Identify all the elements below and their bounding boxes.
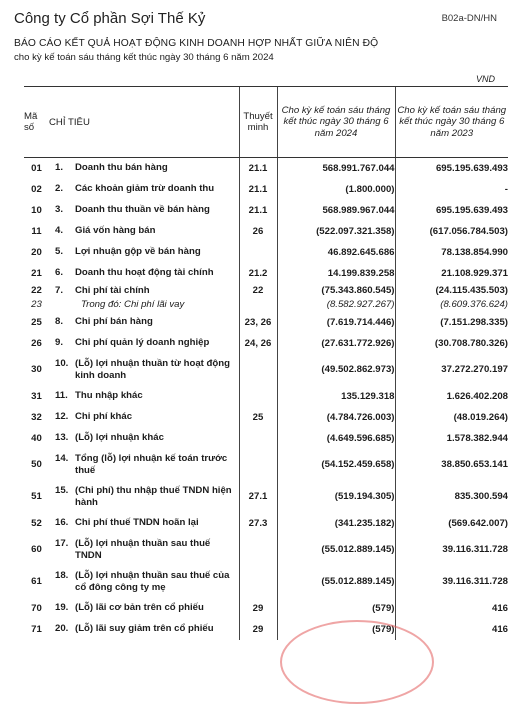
row-number: 13. xyxy=(55,432,69,443)
row-indicator-label: Lợi nhuận gộp về bán hàng xyxy=(75,246,201,257)
row-current-value: 46.892.645.686 xyxy=(277,242,395,263)
row-indicator xyxy=(49,407,239,428)
row-indicator xyxy=(49,513,239,534)
row-number: 5. xyxy=(55,246,64,257)
row-note: 21.1 xyxy=(239,158,277,179)
row-indicator xyxy=(49,263,239,284)
row-code: 32 xyxy=(31,411,42,423)
row-note: 21.2 xyxy=(239,263,277,284)
row-current-value: (519.194.305) xyxy=(277,481,395,513)
row-indicator-label: Thu nhập khác xyxy=(75,390,143,401)
row-indicator-label: (Lỗ) lãi suy giảm trên cổ phiếu xyxy=(75,623,214,634)
row-previous-value: 1.578.382.944 xyxy=(395,428,508,449)
row-indicator-label: Doanh thu bán hàng xyxy=(75,162,168,174)
row-note xyxy=(239,428,277,449)
row-note xyxy=(239,242,277,263)
row-indicator-label: Trong đó: Chi phí lãi vay xyxy=(81,299,185,310)
table-row xyxy=(24,200,508,221)
report-period: cho kỳ kế toán sáu tháng kết thúc ngày 30 tháng 6 năm 2024 xyxy=(14,52,274,63)
row-previous-value: 416 xyxy=(395,598,508,619)
row-current-value: 14.199.839.258 xyxy=(277,263,395,284)
row-indicator xyxy=(49,242,239,263)
table-row xyxy=(24,428,508,449)
row-previous-value: 39.116.311.728 xyxy=(395,534,508,566)
row-indicator xyxy=(49,386,239,407)
row-note: 29 xyxy=(239,619,277,640)
row-code: 22 xyxy=(31,285,42,296)
row-previous-value: 695.195.639.493 xyxy=(395,158,508,179)
row-previous-value: 37.272.270.197 xyxy=(395,354,508,386)
row-number: 8. xyxy=(55,316,64,327)
row-indicator xyxy=(49,221,239,242)
row-previous-value: 835.300.594 xyxy=(395,481,508,513)
row-number: 10. xyxy=(55,357,69,369)
row-indicator xyxy=(49,428,239,449)
header-code: Mã số xyxy=(24,87,49,158)
table-row xyxy=(24,481,508,513)
row-number: 7. xyxy=(55,284,64,296)
row-indicator xyxy=(49,298,239,312)
row-indicator-label: Chi phí khác xyxy=(75,411,133,422)
table-row xyxy=(24,312,508,333)
row-note xyxy=(239,354,277,386)
table-row xyxy=(24,333,508,354)
row-code: 40 xyxy=(31,432,42,444)
row-code: 30 xyxy=(31,364,42,375)
company-name: Công ty Cổ phần Sợi Thế Kỷ xyxy=(14,10,206,27)
row-previous-value: (7.151.298.335) xyxy=(395,312,508,333)
row-current-value: (75.343.860.545) xyxy=(277,284,395,298)
row-previous-value: (569.642.007) xyxy=(395,513,508,534)
row-indicator-label: Tổng (lỗ) lợi nhuận kế toán trước thuế xyxy=(75,452,228,476)
row-note: 25 xyxy=(239,407,277,428)
report-title: BÁO CÁO KẾT QUẢ HOẠT ĐỘNG KINH DOANH HỢP NHẤT GIỮA NIÊN ĐỘ xyxy=(14,38,379,49)
row-number: 18. xyxy=(55,569,69,581)
row-note: 22 xyxy=(239,284,277,298)
table-header-row xyxy=(24,87,508,158)
row-number: 19. xyxy=(55,602,69,613)
row-number: 11. xyxy=(55,390,68,401)
row-indicator xyxy=(49,200,239,221)
row-indicator-label: Doanh thu hoạt động tài chính xyxy=(75,267,214,278)
table-row xyxy=(24,619,508,640)
row-code: 60 xyxy=(31,544,42,555)
table-row xyxy=(24,284,508,298)
table-row xyxy=(24,298,508,312)
row-current-value: (8.582.927.267) xyxy=(277,298,395,312)
row-code: 26 xyxy=(31,337,42,349)
row-indicator xyxy=(49,449,239,481)
row-number: 15. xyxy=(55,484,69,496)
table-row xyxy=(24,566,508,598)
row-code: 31 xyxy=(31,390,42,402)
header-note: Thuyết minh xyxy=(239,87,277,158)
row-current-value: (55.012.889.145) xyxy=(277,534,395,566)
row-code: 10 xyxy=(31,204,42,216)
row-indicator xyxy=(49,333,239,354)
row-current-value: 568.991.767.044 xyxy=(277,158,395,179)
row-current-value: (4.784.726.003) xyxy=(277,407,395,428)
row-number: 12. xyxy=(55,411,69,422)
row-number: 3. xyxy=(55,204,64,215)
row-code: 50 xyxy=(31,459,42,470)
row-note xyxy=(239,449,277,481)
table-row xyxy=(24,598,508,619)
row-indicator xyxy=(49,158,239,179)
row-indicator-label: (Lỗ) lãi cơ bản trên cổ phiếu xyxy=(75,602,204,613)
row-note: 27.1 xyxy=(239,481,277,513)
row-previous-value: (30.708.780.326) xyxy=(395,333,508,354)
row-note xyxy=(239,534,277,566)
row-indicator xyxy=(49,566,239,598)
row-indicator-label: (Lỗ) lợi nhuận khác xyxy=(75,432,164,443)
row-code: 70 xyxy=(31,602,42,614)
row-code: 01 xyxy=(31,162,42,174)
row-note: 26 xyxy=(239,221,277,242)
row-number: 20. xyxy=(55,623,69,634)
row-indicator xyxy=(49,179,239,200)
row-indicator xyxy=(49,619,239,640)
row-current-value: (55.012.889.145) xyxy=(277,566,395,598)
table-row xyxy=(24,513,508,534)
row-code: 25 xyxy=(31,316,42,328)
row-indicator-label: (Lỗ) lợi nhuận thuần sau thuế TNDN xyxy=(75,537,211,561)
row-indicator-label: Giá vốn hàng bán xyxy=(75,225,156,236)
row-code: 71 xyxy=(31,623,42,635)
row-previous-value: (48.019.264) xyxy=(395,407,508,428)
table-row xyxy=(24,221,508,242)
row-current-value: (49.502.862.973) xyxy=(277,354,395,386)
row-previous-value: 39.116.311.728 xyxy=(395,566,508,598)
income-statement-table xyxy=(24,86,508,640)
row-previous-value: (24.115.435.503) xyxy=(395,284,508,298)
row-previous-value: (8.609.376.624) xyxy=(395,298,508,312)
row-number: 4. xyxy=(55,225,64,236)
row-indicator xyxy=(49,481,239,513)
row-previous-value: 21.108.929.371 xyxy=(395,263,508,284)
row-number: 14. xyxy=(55,452,69,464)
row-code: 61 xyxy=(31,576,42,587)
row-note: 29 xyxy=(239,598,277,619)
row-code: 52 xyxy=(31,517,42,529)
row-indicator xyxy=(49,354,239,386)
header-indicator: CHỈ TIÊU xyxy=(49,87,239,158)
row-note xyxy=(239,566,277,598)
table-row xyxy=(24,354,508,386)
row-indicator-label: Chi phí quản lý doanh nghiệp xyxy=(75,337,210,348)
row-note: 27.3 xyxy=(239,513,277,534)
row-note xyxy=(239,386,277,407)
row-indicator-label: Các khoản giảm trừ doanh thu xyxy=(75,183,215,194)
table-row xyxy=(24,386,508,407)
row-code: 21 xyxy=(31,267,42,279)
row-current-value: (54.152.459.658) xyxy=(277,449,395,481)
table-row xyxy=(24,263,508,284)
row-code: 20 xyxy=(31,246,42,258)
row-current-value: (579) xyxy=(277,598,395,619)
table-row xyxy=(24,158,508,179)
company-seal xyxy=(280,620,434,704)
table-body xyxy=(24,158,508,640)
row-number: 1. xyxy=(55,162,64,174)
row-previous-value: (617.056.784.503) xyxy=(395,221,508,242)
row-current-value: 135.129.318 xyxy=(277,386,395,407)
row-current-value: (4.649.596.685) xyxy=(277,428,395,449)
table-row xyxy=(24,534,508,566)
row-number: 6. xyxy=(55,267,64,278)
row-previous-value: 416 xyxy=(395,619,508,640)
row-indicator-label: Chi phí thuế TNDN hoãn lại xyxy=(75,517,199,528)
row-note: 21.1 xyxy=(239,179,277,200)
row-current-value: (1.800.000) xyxy=(277,179,395,200)
row-previous-value: 1.626.402.208 xyxy=(395,386,508,407)
row-indicator xyxy=(49,598,239,619)
row-current-value: (27.631.772.926) xyxy=(277,333,395,354)
currency-unit: VND xyxy=(475,74,495,84)
row-note xyxy=(239,298,277,312)
row-code: 11 xyxy=(31,225,42,237)
table-row xyxy=(24,242,508,263)
row-note: 23, 26 xyxy=(239,312,277,333)
row-current-value: (579) xyxy=(277,619,395,640)
row-current-value: 568.989.967.044 xyxy=(277,200,395,221)
row-note: 24, 26 xyxy=(239,333,277,354)
table-row xyxy=(24,449,508,481)
row-indicator-label: (Lỗ) lợi nhuận thuần từ hoạt động kinh doanh xyxy=(75,357,230,381)
row-number: 17. xyxy=(55,537,69,549)
row-previous-value: - xyxy=(395,179,508,200)
row-number: 2. xyxy=(55,183,64,194)
row-code: 51 xyxy=(31,491,42,502)
row-current-value: (522.097.321.358) xyxy=(277,221,395,242)
row-previous-value: 695.195.639.493 xyxy=(395,200,508,221)
row-number: 9. xyxy=(55,337,64,348)
row-indicator-label: Doanh thu thuần về bán hàng xyxy=(75,204,210,215)
row-previous-value: 78.138.854.990 xyxy=(395,242,508,263)
row-code: 02 xyxy=(31,183,42,195)
header-previous-period: Cho kỳ kế toán sáu tháng kết thúc ngày 30 tháng 6 năm 2023 xyxy=(395,87,508,158)
row-indicator-label: (Lỗ) lợi nhuận thuần sau thuế của cổ đông công ty mẹ xyxy=(75,569,230,593)
row-note: 21.1 xyxy=(239,200,277,221)
row-number: 16. xyxy=(55,517,69,528)
header-current-period: Cho kỳ kế toán sáu tháng kết thúc ngày 30 tháng 6 năm 2024 xyxy=(277,87,395,158)
form-code: B02a-DN/HN xyxy=(441,13,497,24)
row-current-value: (341.235.182) xyxy=(277,513,395,534)
row-previous-value: 38.850.653.141 xyxy=(395,449,508,481)
row-current-value: (7.619.714.446) xyxy=(277,312,395,333)
row-indicator xyxy=(49,284,239,298)
row-indicator xyxy=(49,534,239,566)
row-code: 23 xyxy=(31,299,42,310)
table-row xyxy=(24,407,508,428)
row-indicator-label: Chi phí tài chính xyxy=(75,284,150,296)
table-row xyxy=(24,179,508,200)
row-indicator xyxy=(49,312,239,333)
row-indicator-label: Chi phí bán hàng xyxy=(75,316,153,327)
row-indicator-label: (Chi phí) thu nhập thuế TNDN hiện hành xyxy=(75,484,232,508)
